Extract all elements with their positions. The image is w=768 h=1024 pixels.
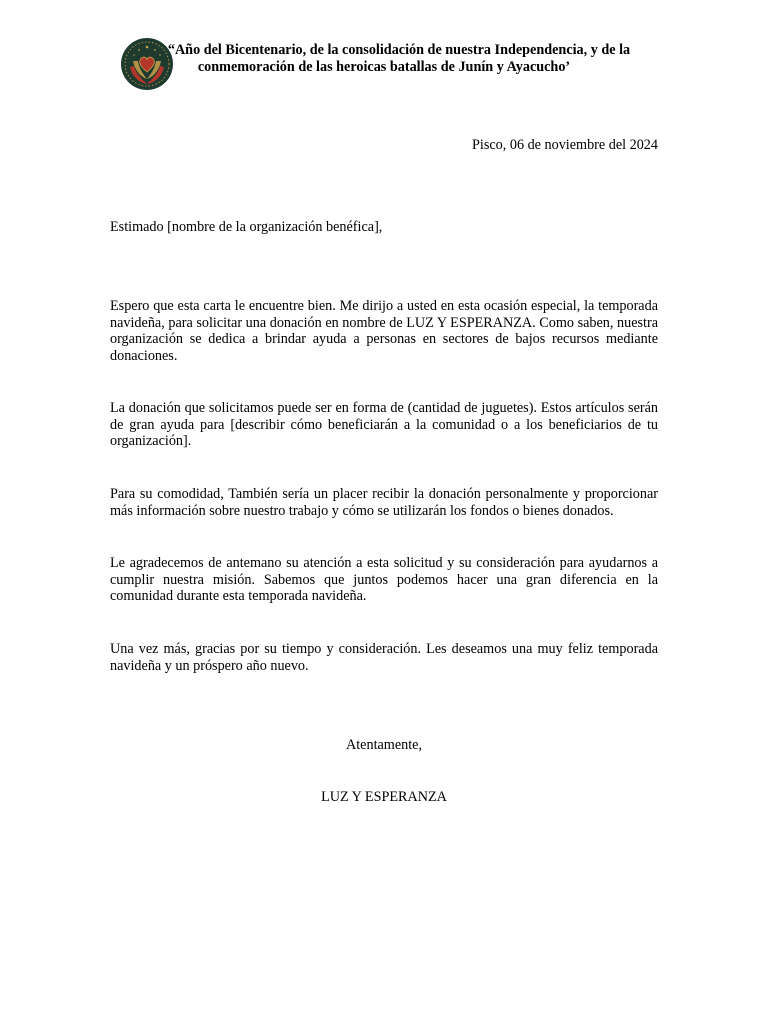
letter-signature: LUZ Y ESPERANZA bbox=[321, 789, 447, 805]
letter-closing: Atentamente, bbox=[345, 737, 423, 753]
letter-paragraph: Una vez más, gracias por su tiempo y consideración. Les deseamos una muy feliz temporada navideña y un próspero año nuevo. bbox=[110, 641, 658, 674]
letter-paragraph: Le agradecemos de antemano su atención a esta solicitud y su consideración para ayudarnos a cumplir nuestra misión. Sabemos que juntos podemos hacer una gran diferencia en la comunidad durante esta temporada navideña. bbox=[110, 555, 658, 605]
header-line-2: conmemoración de las heroicas batallas de Junín y Ayacucho’ bbox=[197, 58, 571, 75]
letter-paragraph: La donación que solicitamos puede ser en forma de (cantidad de juguetes). Estos artículos serán de gran ayuda para [describir cómo beneficiarán a la comunidad o a los beneficiarios de tu organización]. bbox=[110, 400, 658, 450]
header-line-1: “Año del Bicentenario, de la consolidación de nuestra Independencia, y de la bbox=[167, 42, 631, 58]
letter-date: Pisco, 06 de noviembre del 2024 bbox=[472, 137, 658, 153]
page-header bbox=[110, 42, 658, 75]
letter-paragraph: Espero que esta carta le encuentre bien. Me dirijo a usted en esta ocasión especial, la temporada navideña, para solicitar una donación en nombre de LUZ Y ESPERANZA. Como saben, nuestra organización se dedica a brindar ayuda a personas en sectores de bajos recursos mediante donaciones. bbox=[110, 298, 658, 364]
letter-paragraph: Para su comodidad, También sería un placer recibir la donación personalmente y proporcionar más información sobre nuestro trabajo y cómo se utilizarán los fondos o bienes donados. bbox=[110, 486, 658, 519]
letter-greeting: Estimado [nombre de la organización benéfica], bbox=[110, 219, 383, 235]
